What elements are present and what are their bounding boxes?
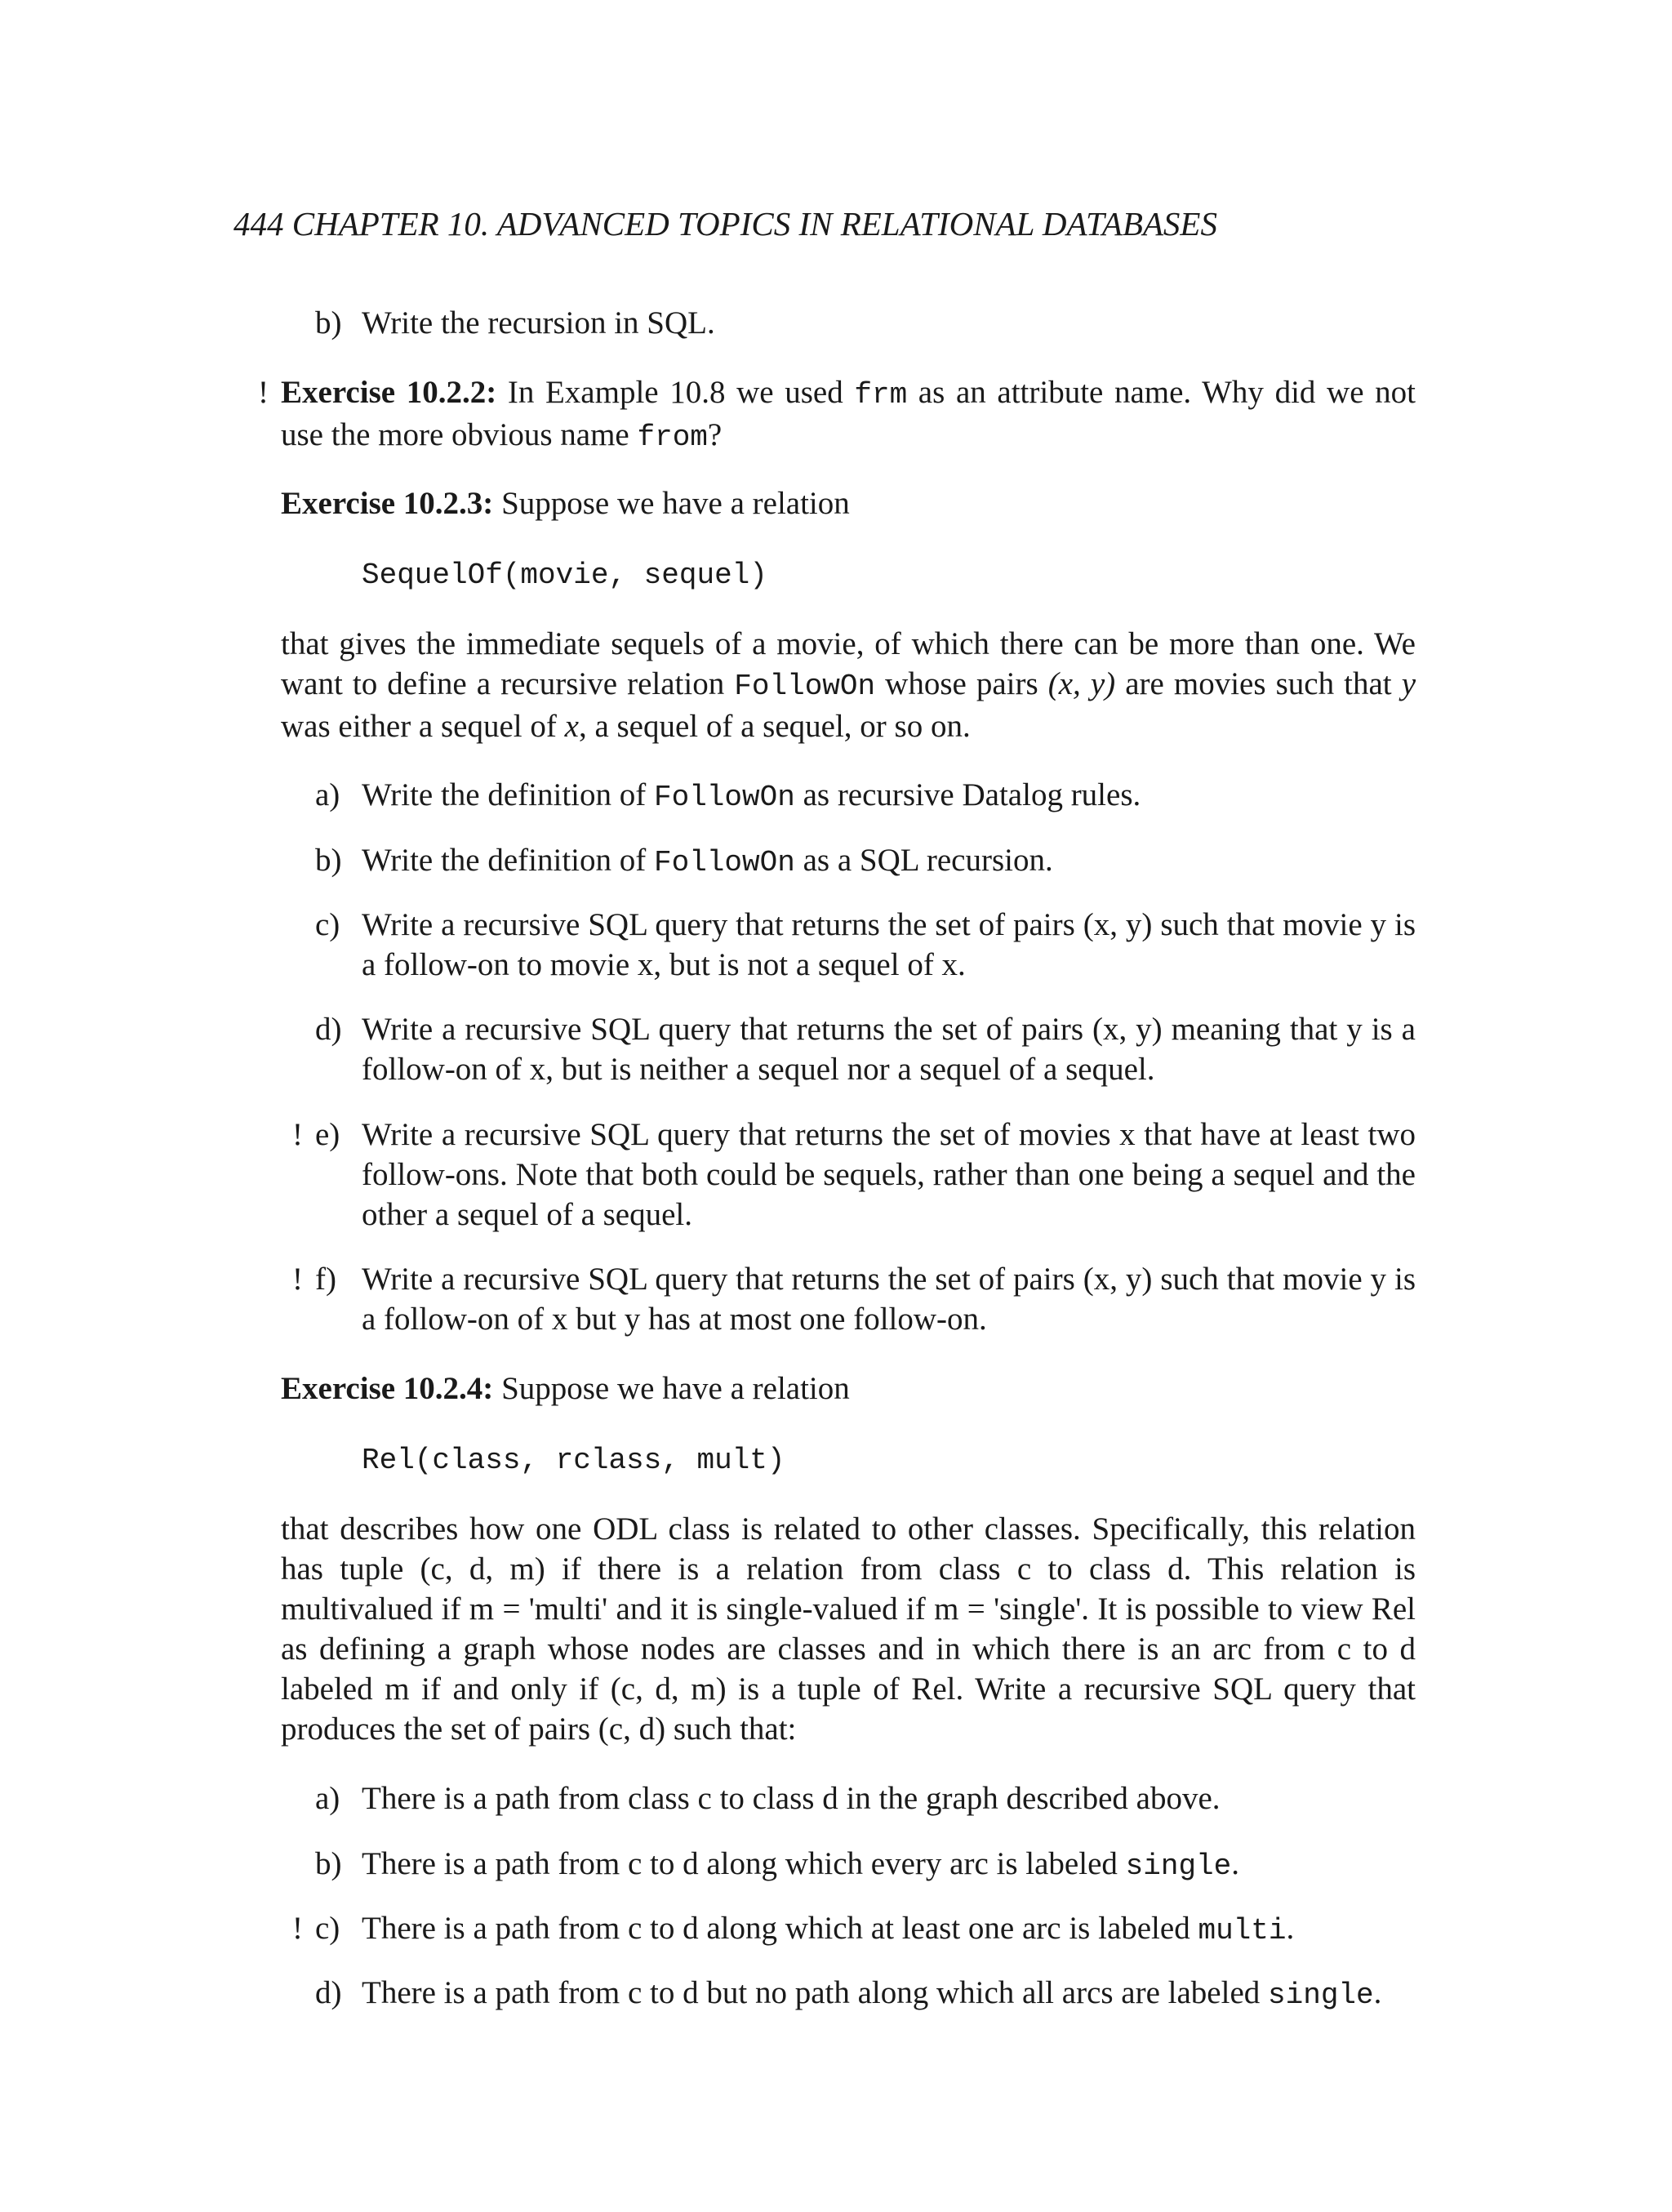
exercise-10-2-4-body — [281, 1509, 1416, 1749]
item-label: c) — [315, 1911, 340, 1946]
exercise-label: Exercise 10.2.4: — [281, 1371, 494, 1406]
item-text: Write a recursive SQL query that returns the set of pairs (x, y) such that movie y is a follow-on to movie x, but is not a sequel of x. — [362, 907, 1416, 982]
item-label: c) — [315, 907, 340, 942]
code-inline: multi — [1198, 1914, 1287, 1947]
item-text — [362, 1844, 1416, 1886]
text: as recursive Datalog rules. — [794, 777, 1141, 812]
text: whose pairs — [875, 666, 1048, 701]
text: There is a path from c to d along which every arc is labeled — [362, 1846, 1126, 1881]
code-inline: frm — [854, 378, 908, 412]
item-label: b) — [315, 1846, 342, 1881]
item-label: e) — [315, 1117, 340, 1152]
item-label: b) — [315, 305, 342, 340]
code-inline: FollowOn — [654, 846, 795, 879]
item-label: d) — [315, 1975, 342, 2010]
code-inline: single — [1268, 1978, 1374, 2012]
item-text — [362, 775, 1416, 817]
text: , a sequel of a sequel, or so on. — [578, 709, 971, 744]
item-label: d) — [315, 1012, 342, 1047]
text: . — [1373, 1975, 1382, 2010]
page-number: 444 — [233, 205, 284, 243]
text: . — [1286, 1911, 1295, 1946]
text: that gives the immediate sequels of a movie, of which there can be more than one. We want to define a recursive relation — [281, 626, 1416, 701]
item-label: b) — [315, 843, 342, 878]
text: as a SQL recursion. — [794, 843, 1053, 878]
difficulty-mark: ! — [292, 1117, 303, 1152]
exercise-10-2-2 — [281, 372, 1416, 457]
math: x — [564, 709, 579, 744]
text: as an attribute name. Why did we not use the more obvious name — [281, 375, 1416, 452]
text: There is a path from c to d along which at least one arc is labeled — [362, 1911, 1198, 1946]
exercise-10-2-3 — [281, 483, 1416, 523]
paragraph: that describes how one ODL class is related to other classes. Specifically, this relation has tuple (c, d, m) if there is a relation from class c to class d. This relation is multivalued if m = 'multi' and it is single-valued if m = 'single'. It is possible to view Rel as defining a graph whose nodes are classes and in which there is an arc from c to d labeled m if and only if (c, d, m) is a tuple of Rel. Write a recursive SQL query that produces the set of pairs (c, d) such that: — [281, 1511, 1416, 1747]
text: Write the definition of — [362, 777, 654, 812]
relation-schema: Rel(class, rclass, mult) — [362, 1444, 785, 1477]
text: Suppose we have a relation — [493, 486, 850, 521]
text: Suppose we have a relation — [493, 1371, 850, 1406]
chapter-title: ADVANCED TOPICS IN RELATIONAL DATABASES — [496, 205, 1217, 243]
difficulty-mark: ! — [292, 1262, 303, 1297]
exercise-10-2-3-body — [281, 624, 1416, 746]
text: There is a path from c to d but no path along which all arcs are labeled — [362, 1975, 1269, 2010]
code-inline: FollowOn — [734, 670, 876, 703]
text: In Example 10.8 we used — [496, 375, 855, 410]
item-text: Write a recursive SQL query that returns the set of movies x that have at least two follow-ons. Note that both could be sequels, rather than one being a sequel and the other a sequel of a sequel. — [362, 1117, 1416, 1232]
exercise-10-2-4 — [281, 1369, 1416, 1409]
item-text — [362, 840, 1416, 883]
math: (x, y) — [1047, 666, 1116, 701]
chapter-label: CHAPTER 10. — [291, 205, 490, 243]
text: Write the definition of — [362, 843, 654, 878]
relation-schema: SequelOf(movie, sequel) — [362, 559, 767, 592]
item-text: Write a recursive SQL query that returns the set of pairs (x, y) meaning that y is a follow-on of x, but is neither a sequel nor a sequel of a sequel. — [362, 1012, 1416, 1087]
code-inline: single — [1125, 1849, 1232, 1883]
text: are movies such that — [1115, 666, 1402, 701]
running-header — [233, 204, 1217, 243]
exercise-label: Exercise 10.2.2: — [281, 375, 497, 410]
math: y — [1401, 666, 1416, 701]
item-text: Write a recursive SQL query that returns the set of pairs (x, y) such that movie y is a follow-on of x but y has at most one follow-on. — [362, 1262, 1416, 1337]
text: ? — [707, 417, 723, 452]
difficulty-mark: ! — [258, 375, 269, 410]
code-inline: FollowOn — [654, 781, 795, 814]
item-text — [362, 1908, 1416, 1951]
item-label: f) — [315, 1262, 336, 1297]
text: . — [1231, 1846, 1240, 1881]
item-text — [362, 1973, 1416, 2015]
item-text: There is a path from class c to class d in the graph described above. — [362, 1781, 1221, 1816]
item-label: a) — [315, 1781, 340, 1816]
text: was either a sequel of — [281, 709, 565, 744]
exercise-label: Exercise 10.2.3: — [281, 486, 494, 521]
code-inline: from — [637, 421, 708, 454]
difficulty-mark: ! — [292, 1911, 303, 1946]
item-text: Write the recursion in SQL. — [362, 305, 715, 340]
item-label: a) — [315, 777, 340, 812]
